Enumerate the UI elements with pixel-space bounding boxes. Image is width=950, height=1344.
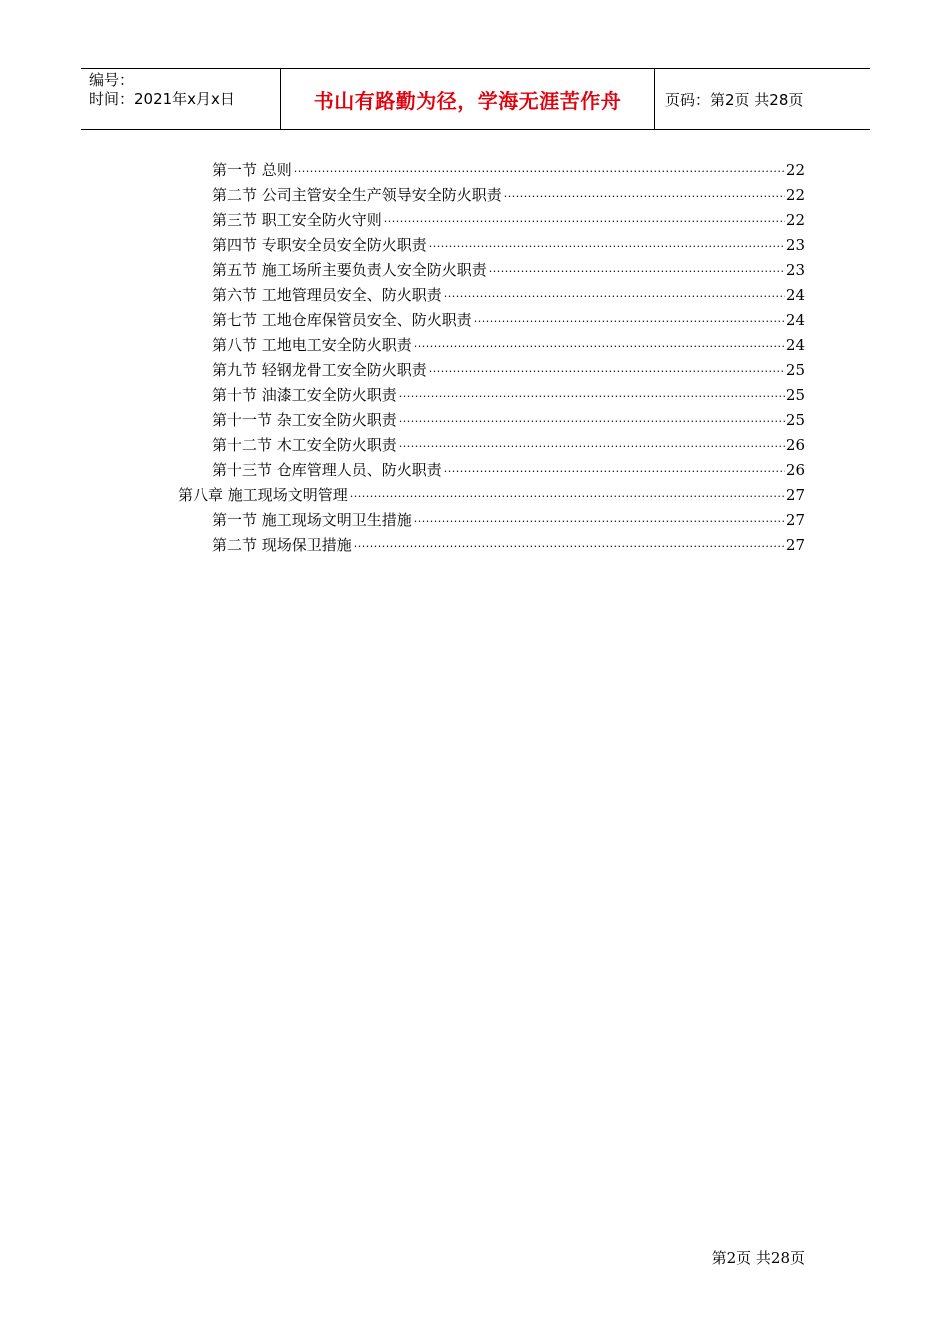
toc-entry-title: 第一节 施工现场文明卫生措施 — [212, 511, 412, 529]
toc-leader-dots — [399, 436, 785, 452]
toc-entry-page: 27 — [785, 486, 805, 504]
toc-entry-title: 第十一节 杂工安全防火职责 — [212, 411, 397, 429]
toc-entry-page: 23 — [785, 236, 805, 254]
toc-leader-dots — [354, 536, 785, 552]
toc-entry[interactable] — [212, 355, 805, 380]
toc-leader-dots — [444, 286, 785, 302]
toc-entry-title: 第九节 轻钢龙骨工安全防火职责 — [212, 361, 427, 379]
toc-entry[interactable] — [212, 305, 805, 330]
toc-entry[interactable] — [212, 380, 805, 405]
toc-leader-dots — [429, 361, 785, 377]
number-label: 编号： — [89, 71, 135, 89]
toc-entry-title: 第十节 油漆工安全防火职责 — [212, 386, 397, 404]
toc-entry-page: 24 — [785, 311, 805, 329]
toc-entry-page: 26 — [785, 461, 805, 479]
toc-entry-page: 22 — [785, 186, 805, 204]
header-meta — [81, 69, 281, 129]
time-label: 时间：2021年x月x日 — [89, 90, 235, 108]
page-footer: 第2页 共28页 — [711, 1249, 805, 1267]
toc-entry-title: 第四节 专职安全员安全防火职责 — [212, 236, 427, 254]
toc-entry-page: 23 — [785, 261, 805, 279]
toc-entry[interactable] — [212, 330, 805, 355]
toc-entry-title: 第八节 工地电工安全防火职责 — [212, 336, 412, 354]
toc-entry[interactable] — [212, 230, 805, 255]
toc-entry-title: 第十二节 木工安全防火职责 — [212, 436, 397, 454]
toc-entry-title: 第十三节 仓库管理人员、防火职责 — [212, 461, 442, 479]
toc-entry-page: 24 — [785, 336, 805, 354]
toc-leader-dots — [444, 461, 785, 477]
toc-entry[interactable] — [212, 430, 805, 455]
toc-leader-dots — [399, 386, 785, 402]
toc-entry-title: 第一节 总则 — [212, 161, 292, 179]
toc-entry[interactable] — [212, 255, 805, 280]
toc-entry-page: 25 — [785, 411, 805, 429]
header-page-info: 页码：第2页 共28页 — [665, 90, 804, 109]
toc-entry-page: 26 — [785, 436, 805, 454]
toc-leader-dots — [504, 186, 785, 202]
toc-entry[interactable] — [212, 530, 805, 555]
toc-entry-page: 22 — [785, 161, 805, 179]
toc-leader-dots — [399, 411, 785, 427]
toc-entry-title: 第八章 施工现场文明管理 — [178, 486, 348, 504]
toc-entry-title: 第二节 公司主管安全生产领导安全防火职责 — [212, 186, 502, 204]
toc-entry-title: 第六节 工地管理员安全、防火职责 — [212, 286, 442, 304]
page-header — [81, 68, 870, 130]
header-motto: 书山有路勤为径，学海无涯苦作舟 — [281, 69, 655, 129]
toc-entry-page: 24 — [785, 286, 805, 304]
toc-entry-title: 第七节 工地仓库保管员安全、防火职责 — [212, 311, 472, 329]
toc-leader-dots — [489, 261, 785, 277]
toc-leader-dots — [350, 486, 785, 502]
toc-leader-dots — [414, 336, 785, 352]
toc-entry[interactable] — [212, 405, 805, 430]
toc-entry-page: 25 — [785, 361, 805, 379]
toc-entry[interactable] — [212, 180, 805, 205]
toc-entry-title: 第五节 施工场所主要负责人安全防火职责 — [212, 261, 487, 279]
toc-entry[interactable] — [212, 280, 805, 305]
toc-entry[interactable] — [212, 205, 805, 230]
toc-leader-dots — [414, 511, 785, 527]
toc-entry[interactable] — [212, 155, 805, 180]
toc-entry-page: 27 — [785, 536, 805, 554]
toc-entry[interactable] — [212, 505, 805, 530]
toc-leader-dots — [384, 211, 785, 227]
toc-entry-title: 第二节 现场保卫措施 — [212, 536, 352, 554]
toc-entry[interactable] — [178, 480, 805, 505]
toc-leader-dots — [294, 161, 785, 177]
toc-entry-page: 22 — [785, 211, 805, 229]
toc-entry-title: 第三节 职工安全防火守则 — [212, 211, 382, 229]
toc-entry[interactable] — [212, 455, 805, 480]
toc-entry-page: 27 — [785, 511, 805, 529]
toc-leader-dots — [429, 236, 785, 252]
toc-leader-dots — [474, 311, 785, 327]
toc-entry-page: 25 — [785, 386, 805, 404]
